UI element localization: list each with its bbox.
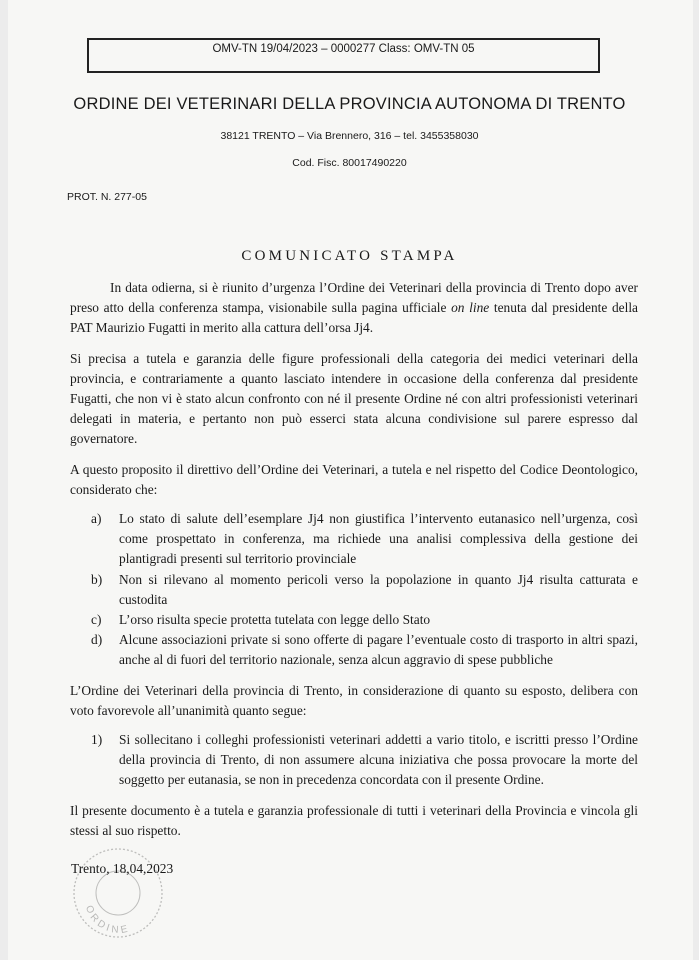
consideration-text: Non si rilevano al momento pericoli verso la popolazione in quanto Jj4 risulta catturata e custodita [119,571,638,607]
consideration-item [70,630,638,670]
consideration-item [70,509,638,570]
paragraph-considered: A questo proposito il direttivo dell’Ordine dei Veterinari, a tutela e nel rispetto del Codice Deontologico, considerato che: [70,461,638,497]
document-body [70,278,638,851]
intro-italic: on line [451,300,490,316]
resolution-marker: 1) [91,732,103,748]
protocol-number: PROT. N. 277-05 [67,191,147,203]
consideration-marker: b) [91,571,103,587]
consideration-marker: d) [91,632,103,648]
resolutions-list [70,730,638,791]
consideration-marker: a) [91,511,102,527]
resolution-text: Si sollecitano i colleghi professionisti veterinari addetti a vario titolo, e iscritti presso l’Ordine della provincia di Trento, di non assumere alcuna iniziativa che possa provocare la morte del soggetto per eutanasia, se non in precedenza concordata con il presente Ordine. [119,732,638,788]
address-line: 38121 TRENTO – Via Brennero, 316 – tel. 3455358030 [220,130,479,142]
intro-text-b: tenuta dal presidente della PAT Maurizio Fugatti in merito alla cattura dell’orsa Jj4. [70,300,638,336]
paragraph-intro [70,278,638,339]
protocol-text: OMV-TN 19/04/2023 – 0000277 Class: OMV-TN 05 [212,43,475,55]
svg-text:ORDINE [83,904,132,936]
paragraph-closing: Il presente documento è a tutela e garanzia professionale di tutti i veterinari della Provincia e vincola gli stessi al suo rispetto. [70,802,638,838]
consideration-marker: c) [91,612,102,628]
consideration-item [70,610,638,630]
org-title: ORDINE DEI VETERINARI DELLA PROVINCIA AUTONOMA DI TRENTO [73,95,626,113]
stamp-text: ORDINE [82,903,132,937]
consideration-text: Alcune associazioni private si sono offerte di pagare l’eventuale costo di trasporto in altri spazi, anche al di fuori del territorio nazionale, senza alcun aggravio di spese pubbliche [119,632,638,668]
consideration-text: L’orso risulta specie protetta tutelata con legge dello Stato [119,612,431,628]
intro-text-a: In data odierna, si è riunito d’urgenza l’Ordine dei Veterinari della provincia di Trento dopo aver preso atto della conferenza stampa, visionabile sulla pagina ufficiale [70,280,638,316]
resolution-item [70,730,638,791]
considerations-list [70,509,638,671]
place-date: Trento, 18,04,2023 [71,861,174,876]
protocol-box [87,38,600,73]
paragraph-clarification: Si precisa a tutela e garanzia delle figure professionali della categoria dei medici veterinari della provincia, e contrariamente a quanto lasciato intendere in occasione della conferenza dal presidente Fugatti, che non vi è stato alcun confronto con né il presente Ordine né con altri professionisti veterinari delegati in materia, e pertanto non può esserci stata alcuna condivisione sul parere espresso dal governatore. [70,350,638,447]
document-heading: COMUNICATO STAMPA [241,248,458,264]
paragraph-resolution: L’Ordine dei Veterinari della provincia di Trento, in considerazione di quanto su esposto, delibera con voto favorevole all’unanimità quanto segue: [70,682,638,718]
tax-code: Cod. Fisc. 80017490220 [292,157,407,169]
consideration-text: Lo stato di salute dell’esemplare Jj4 non giustifica l’intervento eutanasico nell’urgenza, così come prospettato in conferenza, ma richiede una analisi complessiva della gestione dei plantigradi presenti sul territorio provinciale [119,511,638,567]
official-stamp [68,845,168,940]
consideration-item [70,570,638,610]
